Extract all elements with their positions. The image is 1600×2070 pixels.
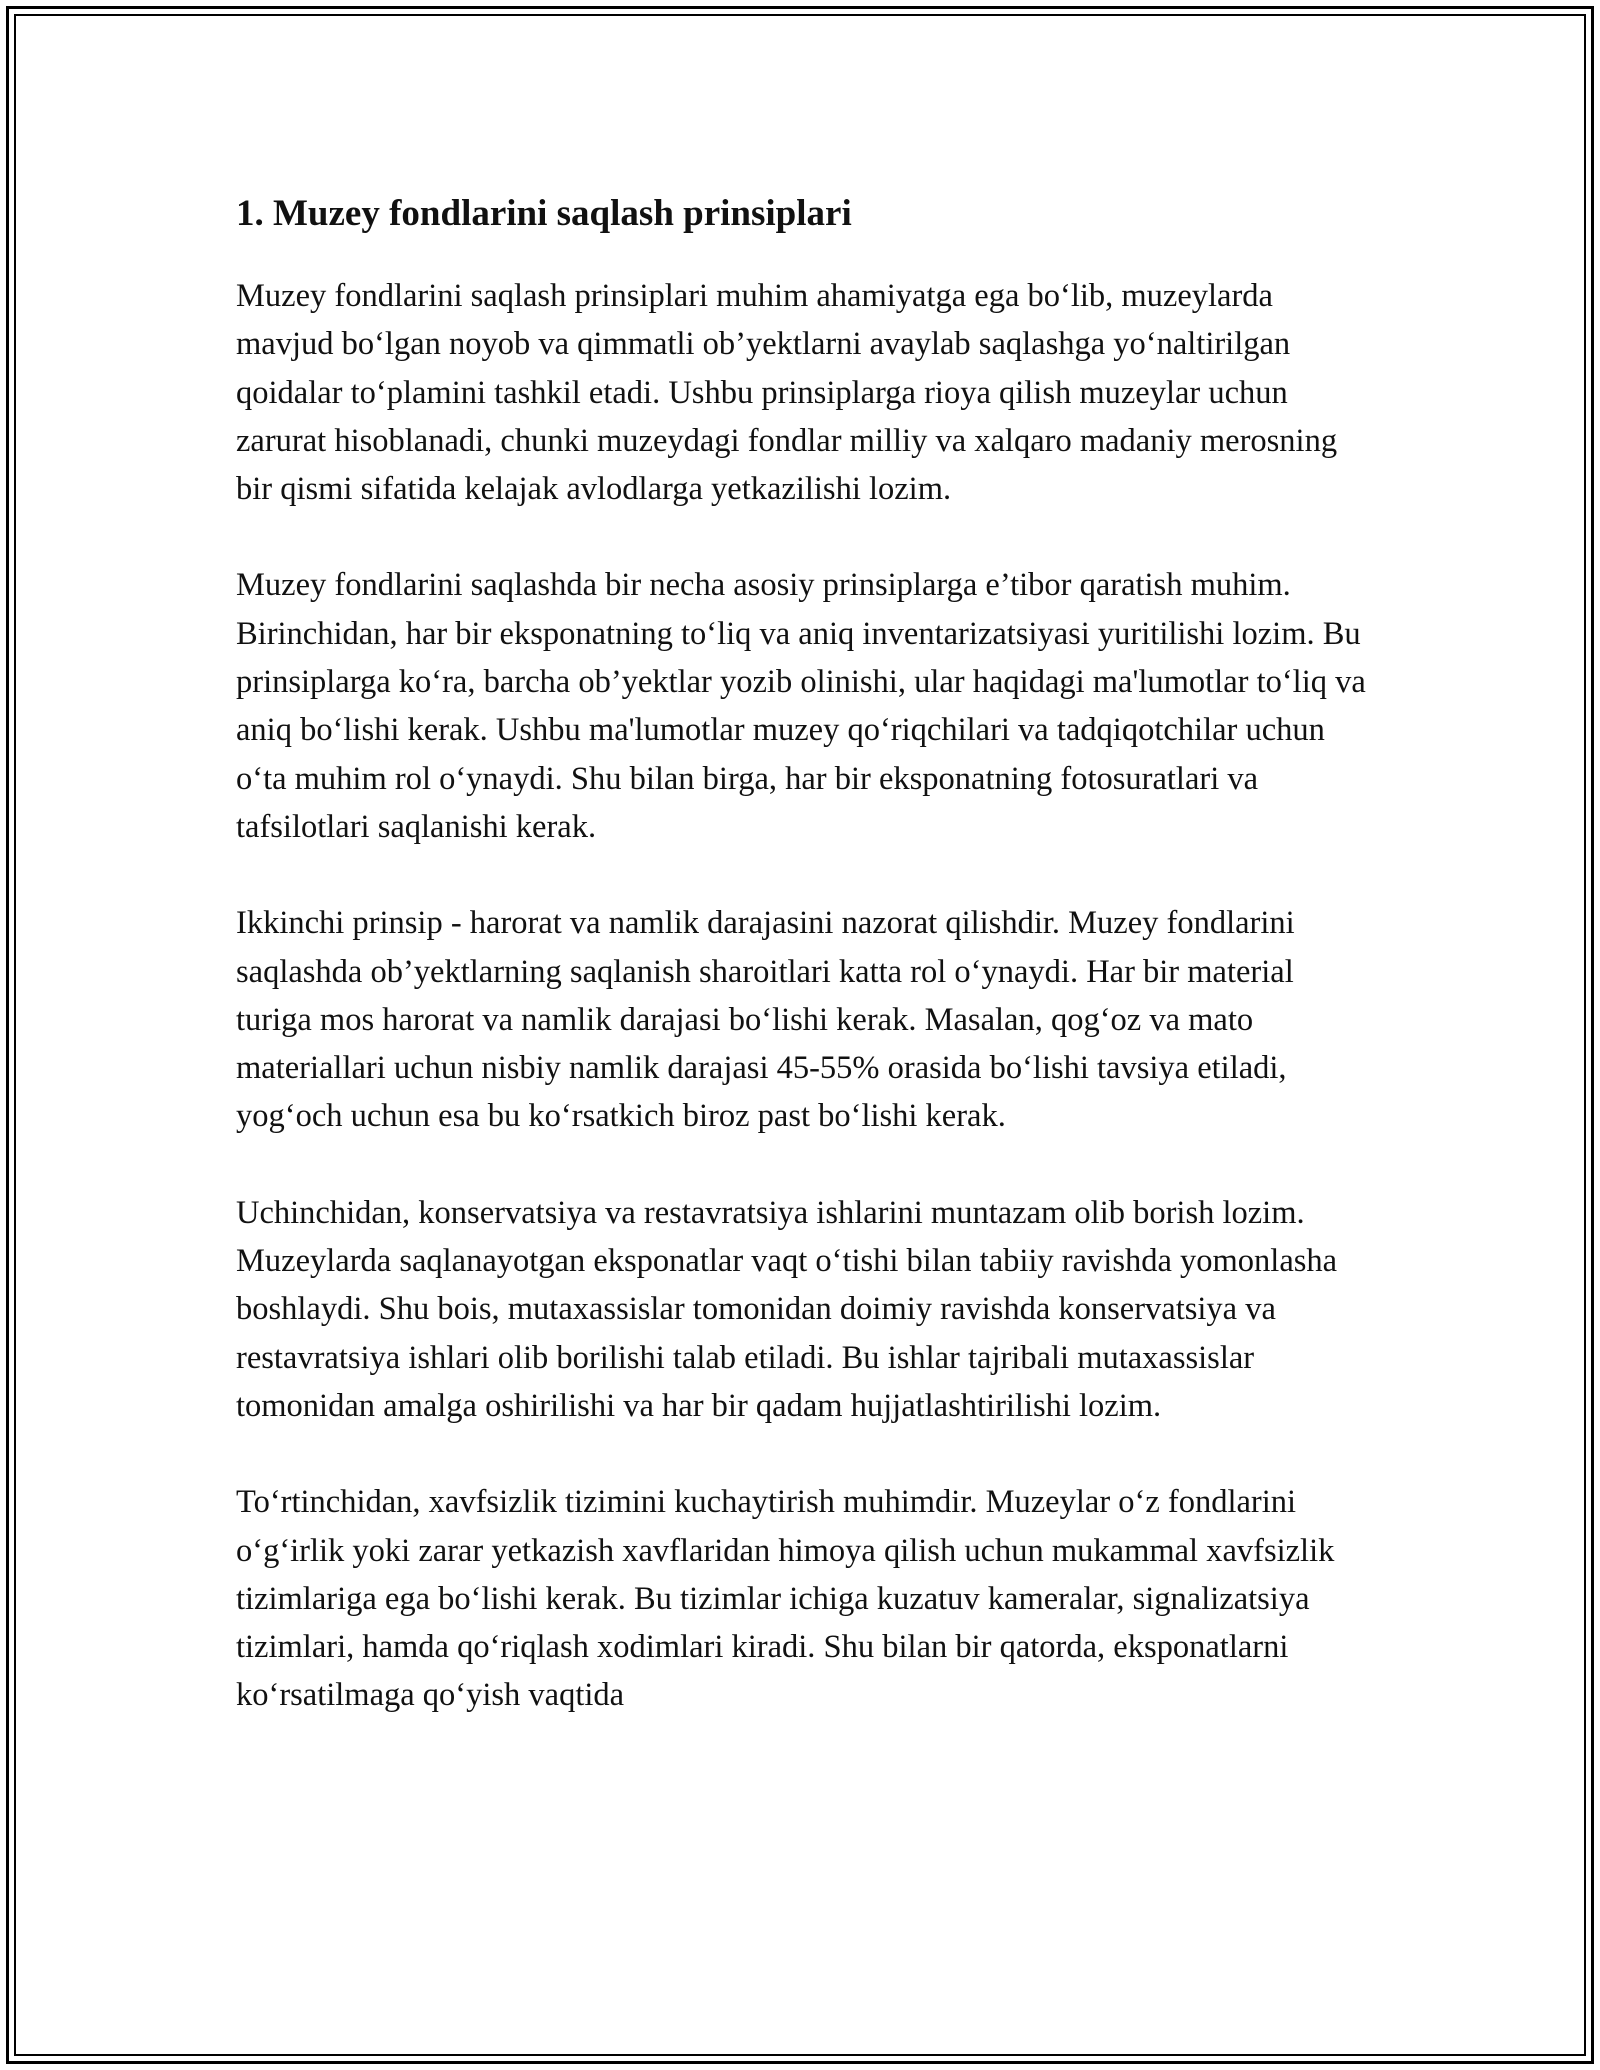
paragraph-fourth-principle: To‘rtinchidan, xavfsizlik tizimini kuchaytirish muhimdir. Muzeylar o‘z fondlarini o‘g‘irlik yoki zarar yetkazish xavflaridan himoya qilish uchun mukammal xavfsizlik tizimlariga ega bo‘lishi kerak. Bu tizimlar ichiga kuzatuv kameralar, signalizatsiya tizimlari, hamda qo‘riqlash xodimlari kiradi. Shu bilan bir qatorda, eksponatlarni ko‘rsatilmaga qo‘yish vaqtida — [236, 1484, 1335, 1714]
document-body — [236, 186, 1366, 1768]
paragraph-second-principle: Ikkinchi prinsip - harorat va namlik darajasini nazorat qilishdir. Muzey fondlarini saqlashda ob’yektlarning saqlanish sharoitlari katta rol o‘ynaydi. Har bir material turiga mos harorat va namlik darajasi bo‘lishi kerak. Masalan, qog‘oz va mato materiallari uchun nisbiy namlik darajasi 45-55% orasida bo‘lishi tavsiya etiladi, yog‘och uchun esa bu ko‘rsatkich biroz past bo‘lishi kerak. — [236, 905, 1295, 1135]
paragraph-first-principle: Muzey fondlarini saqlashda bir necha asosiy prinsiplarga e’tibor qaratish muhim. Birinchidan, har bir eksponatning to‘liq va aniq inventarizatsiyasi yuritilishi lozim. Bu prinsiplarga ko‘ra, barcha ob’yektlar yozib olinishi, ular haqidagi ma'lumotlar to‘liq va aniq bo‘lishi kerak. Ushbu ma'lumotlar muzey qo‘riqchilari va tadqiqotchilar uchun o‘ta muhim rol o‘ynaydi. Shu bilan birga, har bir eksponatning fotosuratlari va tafsilotlari saqlanishi kerak. — [236, 567, 1366, 845]
section-heading: 1. Muzey fondlarini saqlash prinsiplari — [236, 193, 852, 234]
paragraph-third-principle: Uchinchidan, konservatsiya va restavratsiya ishlarini muntazam olib borish lozim. Muzeylarda saqlanayotgan eksponatlar vaqt o‘tishi bilan tabiiy ravishda yomonlasha boshlaydi. Shu bois, mutaxassislar tomonidan doimiy ravishda konservatsiya va restavratsiya ishlari olib borilishi talab etiladi. Bu ishlar tajribali mutaxassislar tomonidan amalga oshirilishi va har bir qadam hujjatlashtirilishi lozim. — [236, 1194, 1338, 1424]
paragraph-intro: Muzey fondlarini saqlash prinsiplari muhim ahamiyatga ega bo‘lib, muzeylarda mavjud bo‘lgan noyob va qimmatli ob’yektlarni avaylab saqlashga yo‘naltirilgan qoidalar to‘plamini tashkil etadi. Ushbu prinsiplarga rioya qilish muzeylar uchun zarurat hisoblanadi, chunki muzeydagi fondlar milliy va xalqaro madaniy merosning bir qismi sifatida kelajak avlodlarga yetkazilishi lozim. — [236, 278, 1338, 508]
